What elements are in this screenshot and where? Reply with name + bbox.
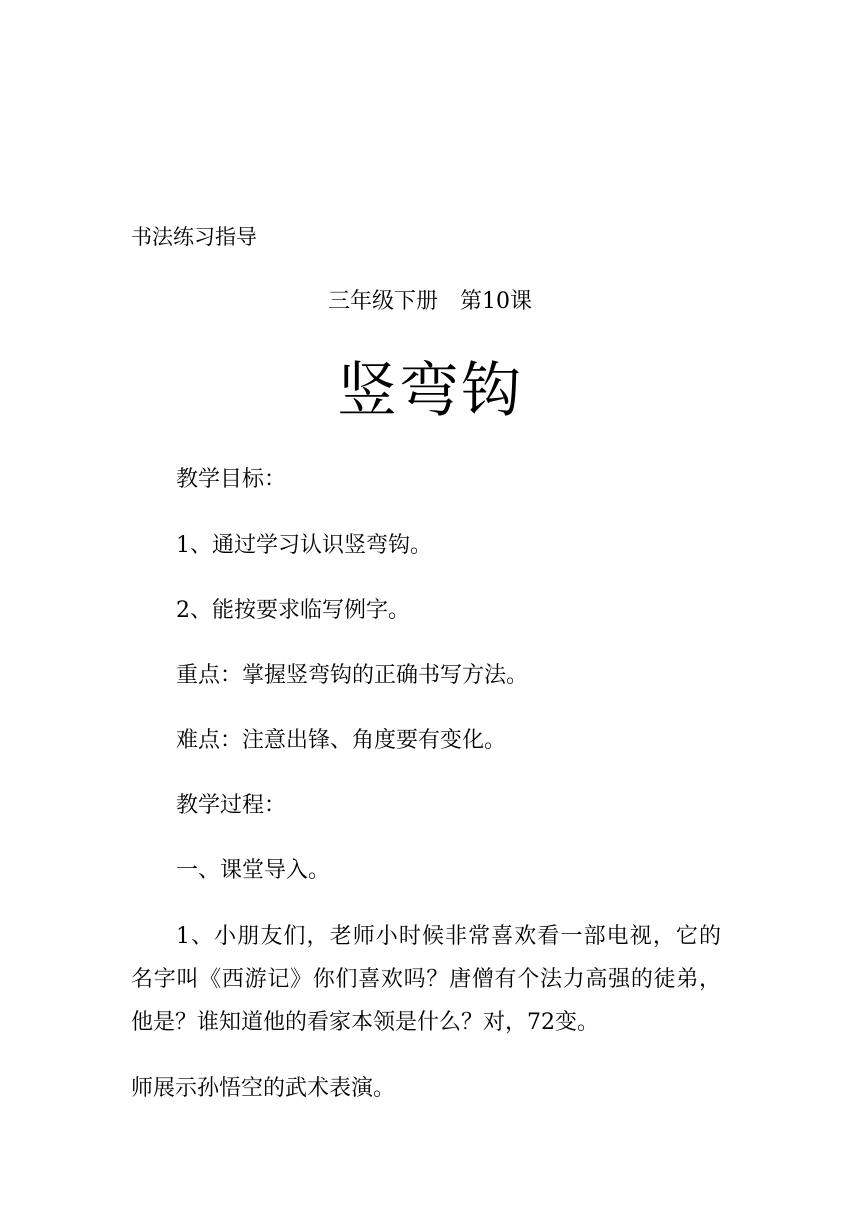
section-heading: 一、课堂导入。 [176, 858, 331, 883]
key-point: 重点：掌握竖弯钩的正确书写方法。 [176, 663, 529, 688]
objectives-heading: 教学目标： [176, 467, 287, 492]
paragraph-line: 1、小朋友们，老师小时候非常喜欢看一部电视，它的 [176, 924, 721, 949]
paragraph-line: 他是？谁知道他的看家本领是什么？对，72变。 [131, 1010, 599, 1035]
header-label: 书法练习指导 [131, 225, 257, 249]
process-heading: 教学过程： [176, 793, 287, 818]
difficult-point: 难点：注意出锋、角度要有变化。 [176, 728, 507, 753]
lesson-title: 竖弯钩 [337, 356, 523, 426]
paragraph-line: 名字叫《西游记》你们喜欢吗？唐僧有个法力高强的徒弟， [131, 967, 721, 992]
teacher-demo-line: 师展示孙悟空的武术表演。 [131, 1076, 396, 1101]
objective-item-2: 2、能按要求临写例字。 [176, 598, 410, 623]
objective-item-1: 1、通过学习认识竖弯钩。 [176, 533, 432, 558]
lesson-subtitle: 三年级下册 第10课 [328, 289, 532, 314]
